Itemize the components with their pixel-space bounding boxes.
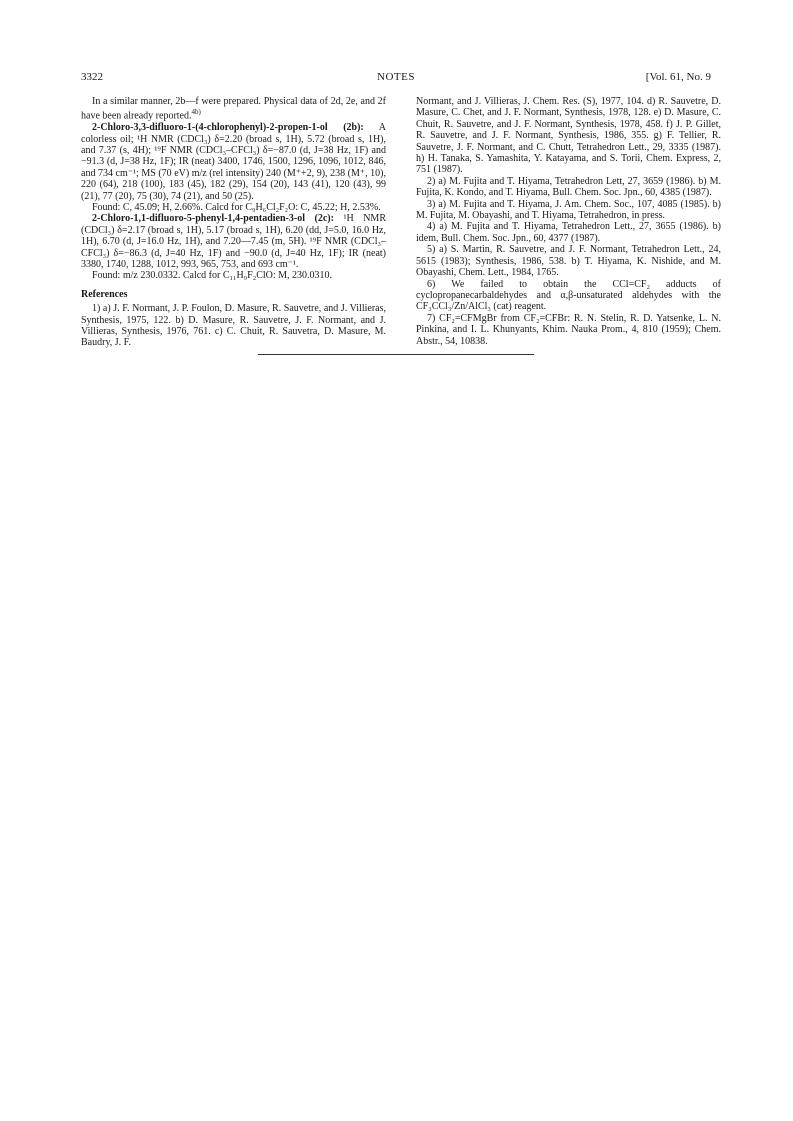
compound-2b-analysis: Found: C, 45.09; H, 2.66%. Calcd for C₉H₆Cl₂F₂O: C, 45.22; H, 2.53%. [92, 201, 381, 213]
compound-2b-entry [81, 122, 386, 202]
intro-footnote: 4b) [191, 108, 201, 117]
reference-1: 1) a) J. F. Normant, J. P. Foulon, D. Masure, R. Sauvetre, and J. Villieras, Synthesis, 1975, 122. b) D. Masure, R. Sauvetre, J. F. Normant, and J. Villieras, Synthesis, 1976, 761. c) C. Chuit, R. Sauvetra, D. Masure, M. Baudry, J. F. [81, 303, 386, 349]
page-number: 3322 [81, 71, 103, 83]
reference-5: 5) a) S. Martin, R. Sauvetre, and J. F. Normant, Tetrahedron Lett., 24, 5615 (1983); Synthesis, 1986, 538. b) T. Hiyama, K. Nishide, and M. Obayashi, Chem. Lett., 1984, 1765. [416, 244, 721, 279]
reference-3: 3) a) M. Fujita and T. Hiyama, J. Am. Chem. Soc., 107, 4085 (1985). b) M. Fujita, M. Obayashi, and T. Hiyama, Tetrahedron, in press. [416, 198, 721, 222]
reference-4: 4) a) M. Fujita and T. Hiyama, Tetrahedron Lett., 27, 3655 (1986). b) idem, Bull. Chem. Soc. Jpn., 60, 4377 (1987). [416, 221, 721, 244]
reference-1-continued: Normant, and J. Villieras, J. Chem. Res. (S), 1977, 104. d) R. Sauvetre, D. Masure, C. Chet, and J. F. Normant, Synthesis, 1978, 128. e) D. Masure, C. Chuit, R. Sauvetre, and J. F. Normant, Synthesis, 1978, 458. f) J. P. Gillet, R. Sauvetre, and J. F. Normant, Synthesis, 1986, 355. g) F. Tellier, R. Sauvetre, J. F. Normant, and C. Chutt, Tetrahedron Lett., 29, 3335 (1987). h) H. Tanaka, S. Yamashita, Y. Katayama, and S. Torii, Chem. Express, 2, 751 (1987). [416, 96, 721, 176]
compound-2b-title: 2-Chloro-3,3-difluoro-1-(4-chlorophenyl)-2-propen-1-ol (2b): [92, 122, 364, 134]
reference-6: 6) We failed to obtain the CCl=CF₂ adducts of cyclopropanecarbaldehydes and α,β-unsaturated aldehydes with the CF₃CCl₃/Zn/AlCl₃ (cat) reagent. [416, 278, 721, 313]
running-header [81, 70, 711, 84]
compound-2c-entry [81, 213, 386, 270]
end-of-article-rule [258, 354, 534, 355]
compound-2c-data: ¹H NMR (CDCl₃) δ=2.17 (broad s, 1H), 5.17 (broad s, 1H), 6.20 (dd, J=5.0, 16.0 Hz, 1H), 6.70 (d, J=16.0 Hz, 1H), and 7.20—7.45 (m, 5H). ¹⁹F NMR (CDCl₃–CFCl₃) δ=−86.3 (d, J=40 Hz, 1F) and −90.0 (d, J=40 Hz, 1F); IR (neat) 3380, 1740, 1288, 1012, 993, 965, 753, and 693 cm⁻¹. [81, 213, 386, 271]
compound-2c-analysis: Found: m/z 230.0332. Calcd for C₁₁H₉F₂ClO: M, 230.0310. [92, 270, 333, 282]
compound-2b-data: A colorless oil; ¹H NMR (CDCl₃) δ=2.20 (broad s, 1H), 5.72 (broad s, 1H), and 7.37 (s, 4H); ¹⁹F NMR (CDCl₃–CFCl₃) δ=−87.0 (d, J=38 Hz, 1F) and −91.3 (d, J=38 Hz, 1F); IR (neat) 3400, 1746, 1500, 1296, 1096, 1012, 846, and 734 cm⁻¹; MS (70 eV) m/z (rel intensity) 240 (M⁺+2, 9), 238 (M⁺, 10), 220 (64), 218 (100), 183 (45), 182 (29), 154 (20), 143 (41), 120 (43), 99 (21), 77 (20), 75 (30), 74 (21), and 50 (25). [81, 122, 387, 202]
left-column [81, 96, 386, 349]
compound-2c-title: 2-Chloro-1,1-difluoro-5-phenyl-1,4-pentadien-3-ol (2c): [92, 213, 334, 225]
journal-section: NOTES [377, 71, 415, 83]
reference-7: 7) CF₂=CFMgBr from CF₂=CFBr: R. N. Stelin, R. D. Yatsenke, L. N. Pinkina, and I. L. Khunyants, Khim. Nauka Prom., 4, 810 (1959); Chem. Abstr., 54, 10838. [416, 312, 721, 347]
volume-label: [Vol. 61, No. 9 [645, 71, 711, 83]
references-heading: References [81, 288, 128, 300]
reference-2: 2) a) M. Fujita and T. Hiyama, Tetrahedron Lett, 27, 3659 (1986). b) M. Fujita, K. Kondo, and T. Hiyama, Bull. Chem. Soc. Jpn., 60, 4385 (1987). [416, 175, 721, 199]
right-column [416, 96, 721, 347]
intro-paragraph: In a similar manner, 2b—f were prepared. Physical data of 2d, 2e, and 2f have been already reported.$^{4b)}$ [81, 96, 386, 122]
